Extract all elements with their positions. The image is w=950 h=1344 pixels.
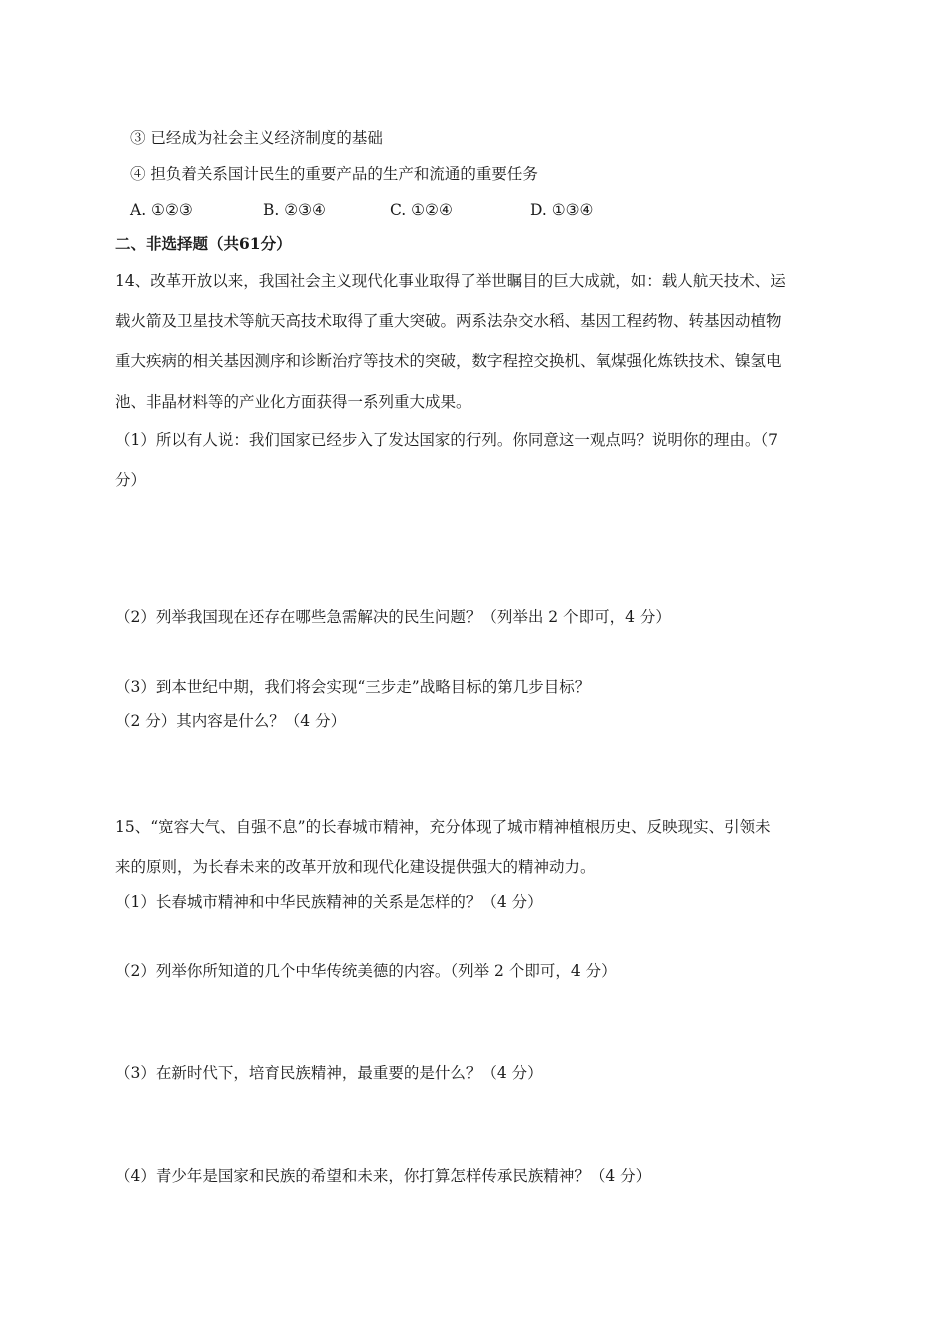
choice-c: C. ①②④ (390, 201, 453, 219)
q15-sub4: （4）青少年是国家和民族的希望和未来，你打算怎样传承民族精神？（4 分） (115, 1167, 652, 1185)
q14-sub3-line-1: （3）到本世纪中期，我们将会实现“三步走”战略目标的第几步目标？ (115, 678, 591, 696)
q14-sub1-line-2: 分） (115, 471, 147, 489)
q14-paragraph-line-2: 载火箭及卫星技术等航天高技术取得了重大突破。两系法杂交水稻、基因工程药物、转基因动植物 (115, 312, 782, 330)
q15-sub3: （3）在新时代下，培育民族精神，最重要的是什么？（4 分） (115, 1064, 543, 1082)
q14-paragraph-line-4: 池、非晶材料等的产业化方面获得一系列重大成果。 (115, 393, 472, 411)
choice-a: A. ①②③ (130, 201, 193, 219)
q15-sub1: （1）长春城市精神和中华民族精神的关系是怎样的？（4 分） (115, 893, 543, 911)
q15-paragraph-line-2: 来的原则，为长春未来的改革开放和现代化建设提供强大的精神动力。 (115, 858, 596, 876)
q14-sub1-line-1: （1）所以有人说：我们国家已经步入了发达国家的行列。你同意这一观点吗？说明你的理由。（7 (115, 431, 778, 449)
choice-b: B. ②③④ (263, 201, 326, 219)
q14-paragraph-line-3: 重大疾病的相关基因测序和诊断治疗等技术的突破，数字程控交换机、氧煤强化炼铁技术、镍氢电 (115, 352, 782, 370)
choice-d: D. ①③④ (530, 201, 594, 219)
option-item-3: ③ 已经成为社会主义经济制度的基础 (130, 129, 383, 147)
option-item-4: ④ 担负着关系国计民生的重要产品的生产和流通的重要任务 (130, 165, 538, 183)
section-heading: 二、非选择题（共61分） (115, 234, 292, 253)
q14-paragraph-line-1: 14、改革开放以来，我国社会主义现代化事业取得了举世瞩目的巨大成就，如：载人航天技术、运 (115, 272, 786, 290)
q14-sub2: （2）列举我国现在还存在哪些急需解决的民生问题？（列举出 2 个即可，4 分） (115, 608, 671, 626)
q14-sub3-line-2: （2 分）其内容是什么？（4 分） (115, 712, 347, 730)
q15-sub2: （2）列举你所知道的几个中华传统美德的内容。（列举 2 个即可，4 分） (115, 962, 617, 980)
q15-paragraph-line-1: 15、“宽容大气、自强不息”的长春城市精神，充分体现了城市精神植根历史、反映现实、引领未 (115, 818, 771, 836)
